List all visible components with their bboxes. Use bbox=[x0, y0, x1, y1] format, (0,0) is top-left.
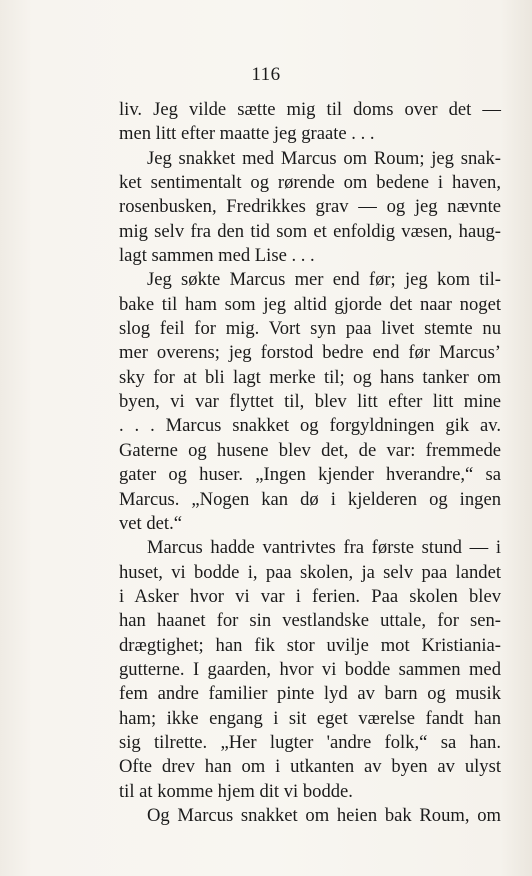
text-line: Jeg snakket med Marcus om Roum; jeg snak- bbox=[147, 147, 501, 169]
text-line: byen, vi var flyttet til, blev litt efter litt mine bbox=[119, 391, 501, 413]
text-line: Jeg søkte Marcus mer end før; jeg kom til- bbox=[147, 269, 501, 291]
text-line: rosenbusken, Fredrikkes grav — og jeg nævnte bbox=[119, 196, 501, 218]
text-line: mer overens; jeg forstod bedre end før Marcus’ bbox=[119, 342, 501, 364]
text-line: bake til ham som jeg altid gjorde det naar noget bbox=[119, 293, 501, 315]
text-line: Marcus hadde vantrivtes fra første stund — i bbox=[147, 537, 501, 559]
text-line: lagt sammen med Lise . . . bbox=[119, 245, 315, 267]
text-line: drægtighet; han fik stor uvilje mot Kristiania- bbox=[119, 634, 501, 656]
text-line: mig selv fra den tid som et enfoldig væsen, haug- bbox=[119, 220, 501, 242]
text-line: huset, vi bodde i, paa skolen, ja selv paa landet bbox=[119, 561, 501, 583]
text-line: ket sentimentalt og rørende om bedene i haven, bbox=[119, 172, 501, 194]
text-line: han haanet for sin vestlandske uttale, for sen- bbox=[119, 610, 501, 632]
body-text bbox=[119, 98, 501, 828]
text-line: . . . Marcus snakket og forgyldningen gik av. bbox=[119, 415, 501, 437]
text-line: slog feil for mig. Vort syn paa livet stemte nu bbox=[119, 318, 501, 340]
text-line: gutterne. I gaarden, hvor vi bodde sammen med bbox=[119, 658, 501, 680]
page-number: 116 bbox=[251, 64, 281, 85]
text-line: Ofte drev han om i utkanten av byen av ulyst bbox=[119, 756, 501, 778]
text-line: fem andre familier pinte lyd av barn og musik bbox=[119, 683, 501, 705]
text-line: sky for at bli lagt merke til; og hans tanker om bbox=[119, 366, 501, 388]
text-line: ham; ikke engang i sit eget værelse fandt han bbox=[119, 707, 501, 729]
text-line: vet det.“ bbox=[119, 512, 182, 534]
text-line: Gaterne og husene blev det, de var: fremmede bbox=[119, 439, 501, 461]
text-line: men litt efter maatte jeg graate . . . bbox=[119, 123, 375, 145]
text-line: i Asker hvor vi var i ferien. Paa skolen blev bbox=[119, 585, 501, 607]
text-line: gater og huser. „Ingen kjender hverandre,“ sa bbox=[119, 464, 501, 486]
text-line: Og Marcus snakket om heien bak Roum, om bbox=[147, 804, 501, 826]
text-line: liv. Jeg vilde sætte mig til doms over det — bbox=[119, 99, 501, 120]
text-line: til at komme hjem dit vi bodde. bbox=[119, 780, 353, 802]
text-line: Marcus. „Nogen kan dø i kjelderen og ingen bbox=[119, 488, 501, 510]
text-line: sig tilrette. „Her lugter 'andre folk,“ sa han. bbox=[119, 731, 501, 753]
